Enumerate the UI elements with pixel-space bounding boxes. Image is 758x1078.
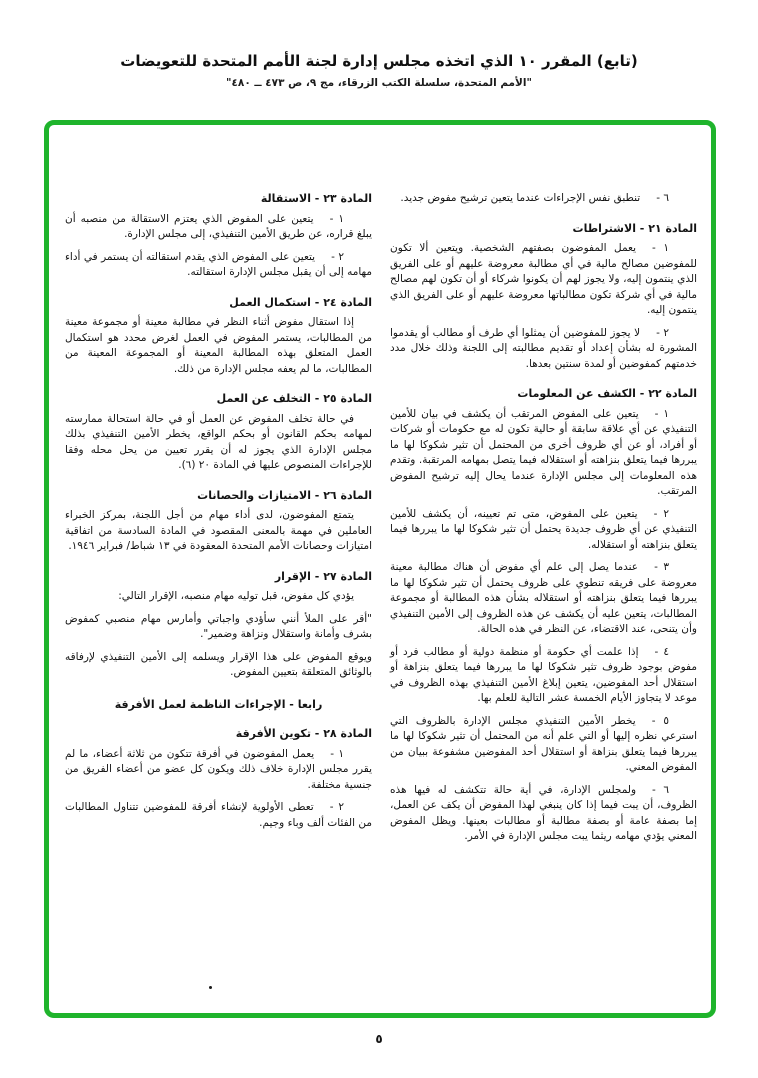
paragraph-text: ولمجلس الإدارة، في أية حالة تتكشف له فيها هذه الظروف، أن يبت فيما إذا كان ينبغي لهذا المفوض أن يكف عن العمل، إما بصفة عامة أو بصفة مطالبة أو مطالبات بعينها. ويظل المفوض المعني يؤدي مهامه ريثما يبت مجلس الإدارة في الأمر.	[390, 783, 697, 842]
paragraph	[390, 326, 697, 373]
document-header	[0, 52, 758, 89]
document-title: (تابع) المقرر ١٠ الذي اتخذه مجلس إدارة لجنة الأمم المتحدة للتعويضات	[120, 52, 638, 70]
paragraph-text: يتعين على المفوض الذي يعتزم الاستقالة من منصبه أن يبلغ قراره، عن طريق الأمين التنفيذي، إلى مجلس الإدارة.	[65, 212, 372, 240]
paragraph-text: إذا علمت أي حكومة أو منظمة دولية أو مطالب فرد أو مفوض بوجود ظروف تثير شكوكا لها ما يبررها فيما يتعلق بنزاهة أو استقلال أحد المفوضين، يتعين إبلاغ الأمين التنفيذي بهذه الظروف في موعد لا يتجاوز الأيام الخمسة عشر التالية للعلم بها.	[390, 645, 697, 704]
content-frame	[44, 120, 716, 1018]
document-reference: "الأمم المتحدة، سلسلة الكتب الزرقاء، مج ٩، ص ٤٧٣ ــ ٤٨٠"	[226, 77, 532, 89]
paragraph: يتمتع المفوضون، لدى أداء مهام من أجل اللجنة، بمركز الخبراء العاملين في مهمة بالمعنى المقصود في المادة السادسة من اتفاقية امتيازات وحصانات الأمم المتحدة المعقودة في ١٣ شباط/ فبراير ١٩٤٦.	[65, 509, 372, 552]
paragraph	[390, 507, 697, 554]
paragraph-text: يعمل المفوضون في أفرقة تتكون من ثلاثة أعضاء، ما لم يقرر مجلس الإدارة خلاف ذلك ويكون كل عضو من أعضاء الفريق من جنسية مختلفة.	[65, 747, 372, 791]
text-column-left	[65, 191, 372, 852]
paragraph	[390, 407, 697, 500]
paragraph	[65, 212, 372, 243]
paragraph-text: تنطبق نفس الإجراءات عندما يتعين ترشيح مفوض جديد.	[400, 192, 641, 204]
paragraph	[65, 250, 372, 281]
article-heading: المادة ٢٢ - الكشف عن المعلومات	[517, 387, 697, 400]
paragraph-text: يخطر الأمين التنفيذي مجلس الإدارة بالظروف التي استرعي نظره إليها أو التي علم أنه من المحتمل أن تثير شكوكا لها ما يبررها فيما يتعلق بنزاهة أو استقلال أحد المفوضين مشفوعة ببيان من المفوض المعني.	[390, 714, 697, 773]
paragraph-text: يتعين على المفوض، متى تم تعيينه، أن يكشف للأمين التنفيذي عن أي ظروف جديدة يحتمل أن تثير شكوكا لها ما يبررها فيما يتعلق بنزاهته أو استقلاله.	[390, 507, 697, 551]
paragraph-number: ٢ -	[329, 801, 344, 813]
section-heading: رابعا - الإجراءات الناظمة لعمل الأفرقة	[114, 697, 323, 711]
paragraph-number: ٦ -	[652, 783, 669, 796]
article-heading: المادة ٢٨ - تكوين الأفرقة	[235, 727, 372, 740]
text-column-right	[390, 191, 697, 852]
paragraph-number: ١ -	[330, 747, 344, 760]
paragraph	[390, 241, 697, 319]
paragraph: ويوقع المفوض على هذا الإقرار ويسلمه إلى الأمين التنفيذي لإرفاقه بالوثائق المتعلقة بتعيين المفوض.	[65, 650, 372, 678]
paragraph	[390, 191, 697, 207]
paragraph	[390, 783, 697, 845]
paragraph	[390, 560, 697, 638]
paragraph: إذا استقال مفوض أثناء النظر في مطالبة معينة أو مجموعة معينة من المطالبات، يستمر المفوض في العمل لغرض محدد هو استكمال العمل المتعلق بهذه المطالبة المعينة أو المجموعة المعينة من المطالبات، ما لم يعفه مجلس الإدارة من ذلك.	[65, 316, 372, 375]
article-heading: المادة ٢٦ - الامتيازات والحصانات	[197, 488, 372, 502]
paragraph	[65, 747, 372, 794]
paragraph-number: ٢ -	[656, 326, 669, 339]
scan-artifact-dot	[209, 986, 212, 989]
paragraph: يؤدي كل مفوض، قبل توليه مهام منصبه، الإقرار التالي:	[118, 590, 354, 602]
article-heading: المادة ٢٧ - الإقرار	[274, 569, 372, 583]
paragraph	[65, 800, 372, 831]
article-heading: المادة ٢٣ - الاستقالة	[260, 192, 372, 205]
paragraph-number: ٣ -	[654, 561, 669, 573]
paragraph	[390, 714, 697, 776]
paragraph-number: ٤ -	[654, 645, 669, 658]
article-heading: المادة ٢٥ - التخلف عن العمل	[216, 392, 372, 405]
page-number: ٥	[375, 1032, 383, 1046]
paragraph-number: ١ -	[329, 212, 344, 225]
article-heading: المادة ٢١ - الاشتراطات	[572, 221, 697, 235]
paragraph-text: تعطى الأولوية لإنشاء أفرقة للمفوضين تتناول المطالبات من الفئات ألف وباء وجيم.	[65, 801, 372, 829]
paragraph-text: لا يجوز للمفوضين أن يمثلوا أي طرف أو مطالب أو يقدموا المشورة له بشأن إعداد أو تقديم مطالبته إلى اللجنة وذلك خلال مدد خدمتهم كمفوضين أو لمدة سنتين بعدها.	[390, 326, 697, 370]
paragraph-number: ٦ -	[656, 192, 669, 204]
paragraph: "أقر على الملأ أنني سأؤدي واجباتي وأمارس مهام منصبي كمفوض بشرف وأمانة واستقلال ونزاهة وضمير".	[65, 612, 372, 640]
paragraph-number: ١ -	[654, 407, 669, 420]
article-heading: المادة ٢٤ - استكمال العمل	[229, 295, 372, 309]
paragraph-number: ٥ -	[651, 714, 669, 727]
paragraph-number: ٢ -	[653, 507, 669, 520]
paragraph: في حالة تخلف المفوض عن العمل أو في حالة استحالة ممارسته لمهامه بحكم القانون أو بحكم الواقع، يخطر الأمين التنفيذي بذلك مجلس الإدارة الذي يجوز له أن يقرر تعيين من يحل محله وفقا للإجراءات المنصوص عليها في المادة ٢٠ (٦).	[65, 412, 372, 471]
paragraph-number: ١ -	[652, 242, 669, 254]
paragraph-text: يتعين على المفوض الذي يقدم استقالته أن يستمر في أداء مهامه إلى أن يقبل مجلس الإدارة استقالته.	[65, 250, 372, 278]
text-columns	[65, 191, 697, 852]
paragraph	[390, 645, 697, 707]
paragraph-text: يعمل المفوضون بصفتهم الشخصية. ويتعين ألا تكون للمفوضين مصالح مالية في أي مطالبة معروضة عليهم أو على الفريق الذي ينتمون إليه، ولا يجوز لهم أن يكونوا شركاء أو أن تكون لهم مصالح مالية في أي شركة تكون مطالباتها معروضة عليهم أو على الفريق الذي ينتمون إليه.	[390, 242, 697, 316]
paragraph-text: عندما يصل إلى علم أي مفوض أن هناك مطالبة معينة معروضة على فريقه تنطوي على ظروف يحتمل أن تثير شكوكا لها ما يبررها فيما يتعلق بنزاهته أو استقلاله بشأن هذه المطالبة أو مجموعة المطالبات، يتعين عليه أن يكشف عن هذه الظروف إلى الأمين التنفيذي وأن يتنحى، عند الاقتضاء، عن النظر في هذه الحالة.	[390, 561, 697, 635]
paragraph-text: يتعين على المفوض المرتقب أن يكشف في بيان للأمين التنفيذي عن أي علاقة سابقة أو حالية تكون له مع حكومات أو شركات أو أفراد، أو عن أي ظروف أخرى من المحتمل أن تثير شكوكا لها ما يبررها فيما يتعلق بنزاهته أو استقلاله فيما يتصل بمهامه المرتقبة. وتقدم هذه المعلومات إلى مجلس الإدارة عندما يحال إليه ترشيح المفوض المرتقب.	[390, 407, 697, 497]
paragraph-number: ٢ -	[331, 250, 344, 263]
